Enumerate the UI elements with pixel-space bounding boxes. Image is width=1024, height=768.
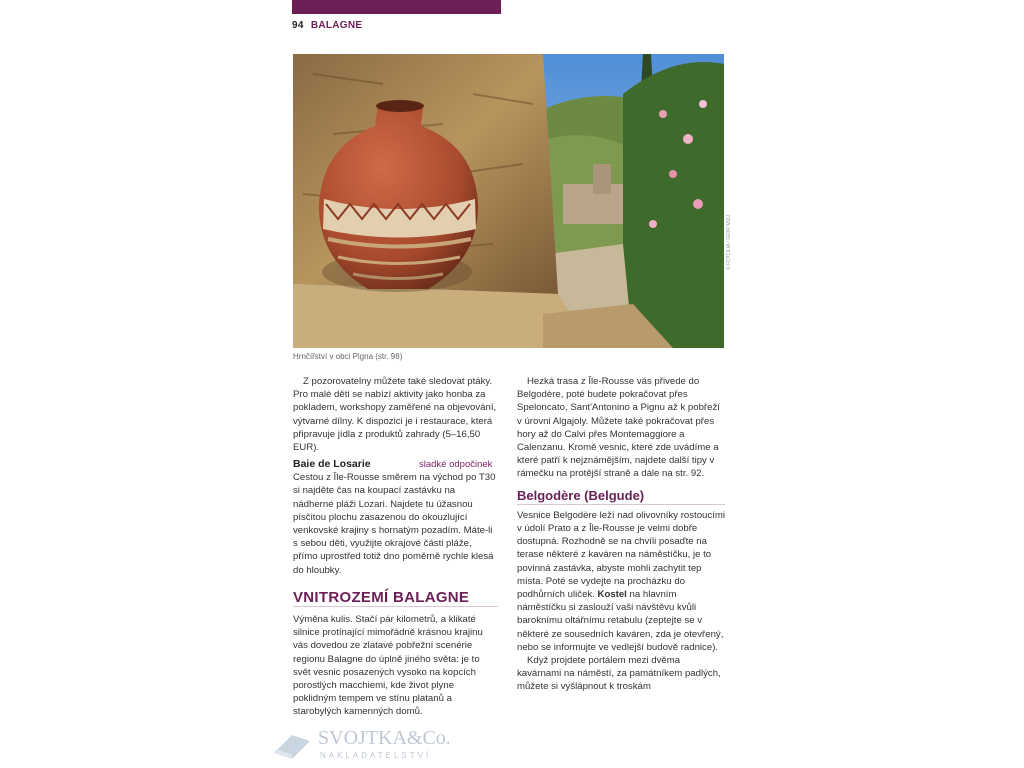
left-column (293, 375, 498, 719)
pottery-photo-illustration (293, 54, 724, 348)
right-column (517, 375, 725, 694)
photo-caption: Hrnčířství v obci Pigna (str. 98) (293, 352, 403, 361)
route-paragraph: Hezká trasa z Île-Rousse vás přivede do Belgodère, poté budete pokračovat přes Speloncato, Sant'Antonino a Pignu až k pobřeží v úrovni Algajoly. Můžete také pokračovat přes hory až do Calvi přes Montemaggiore a Calenzanu. Kromě vesnic, které zde uvádíme a které patří k nejznámějším, najdete další tipy v rámečku na protější straně a dále na str. 92. (517, 376, 720, 480)
portal-paragraph: Když projdete portálem mezi dvěma kavárnami na náměstí, za památníkem padlých, můžete si vyšlápnout k troskám (517, 655, 721, 693)
belgodere-text-a: Vesnice Belgodère leží nad olivovníky rostoucími v údolí Prato a z Île-Rousse je velmi dobře dostupná. Rozhodně se na chvíli posaďte na terase některé z kaváren na náměstíčku, je to povinná zastávka, abyste mohli zachytit tep místa. Poté se vydejte na procházku do podhůrních uliček. (517, 509, 725, 601)
belgodere-title: Belgodère (Belgude) (517, 489, 725, 505)
section-name: BALAGNE (310, 20, 363, 31)
subsection-heading (293, 458, 498, 471)
section-paragraph: Výměna kulis. Stačí pár kilometrů, a klikaté silnice protínající mimořádně krásnou krajinu vás dovedou ze zlatavé pobřežní scenérie regionu Balagne do úplně jiného světa: je to svět vesnic posazených vysoko na kopcích porostlých macchiemi, kde život plyne poklidným tempem ve stínu platanů a starobylých kamenných domů. (293, 614, 483, 718)
subsection-title: Baie de Losarie (293, 458, 371, 471)
header-color-bar (292, 0, 501, 14)
subsection-tag: sladké odpočinek (419, 459, 493, 471)
section-title: VNITROZEMÍ BALAGNE (293, 591, 498, 607)
publisher-name: SVOJTKA&Co. (318, 727, 451, 749)
publisher-sub: NAKLADATELSTVÍ (320, 751, 432, 760)
page-number: 94 (292, 20, 304, 31)
pottery-photo (293, 54, 724, 348)
belgodere-text-b: na hlavním náměstíčku si zaslouží vaši návštěvu kvůli baroknímu oltářnímu retabulu (zeptejte se v některé ze sousedních kaváren, zda je otevřený, nebo se informujte ve vedlejší budově radnice). (517, 589, 724, 653)
photo-credit: © FOTOLIA / IGOR MOJ (726, 215, 732, 270)
belgodere-paragraph (517, 509, 725, 654)
book-logo-icon (270, 727, 314, 761)
intro-paragraph: Z pozorovatelny můžete také sledovat ptáky. Pro malé děti se nabízí aktivity jako honba za pokladem, workshopy zaměřené na objevování, výtvarné dílny. K dispozici je i restaurace, která připravuje jídla z produktů zahrady (5–16,50 EUR). (293, 376, 497, 454)
running-header (292, 20, 362, 31)
subsection-paragraph: Cestou z Île-Rousse směrem na východ po T30 si najděte čas na koupací zastávku na nádherné pláži Lozari. Najdete tu úžasnou písčitou plochu zasazenou do okouzlující venkovské krajiny s hornatým pozadím. Máte-li s sebou děti, využijte okrajové části pláže, přímo uprostřed totiž dno poměrně rychle klesá do hloubky. (293, 472, 496, 576)
publisher-watermark (270, 727, 470, 765)
kostel-term: Kostel (597, 589, 627, 601)
